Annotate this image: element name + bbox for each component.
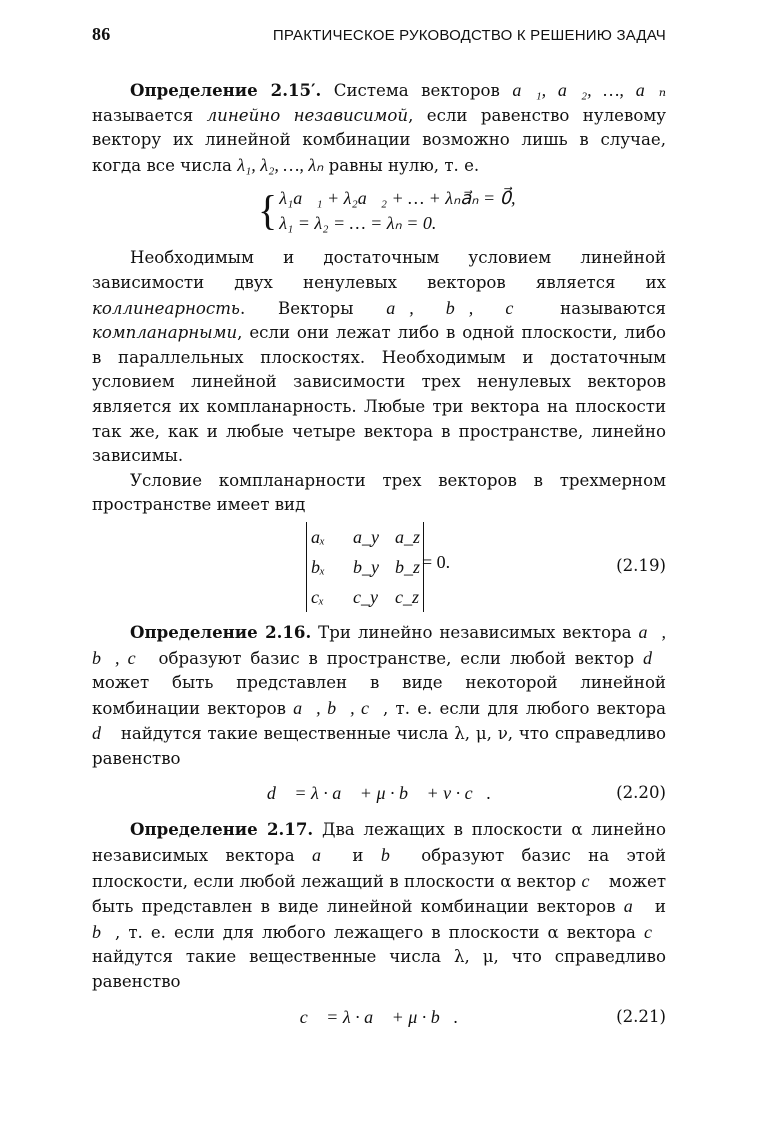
text: Необходимым и достаточным условием линейной зависимости двух ненулевых векторов является их	[92, 248, 666, 292]
page-number: 86	[92, 24, 111, 44]
text: может быть представлен в виде линейной комбинации векторов	[92, 871, 666, 917]
text: , если равенство нулевому вектору их линейной комбинации возможно лишь в случае, когда все числа	[92, 105, 666, 175]
formula: c⃗ = λ · a⃗ + μ · b⃗.	[299, 1006, 459, 1027]
det-cell: bₓ	[311, 556, 326, 577]
definition-label: Определение 2.15′.	[130, 80, 322, 100]
equation-2-20	[92, 781, 666, 811]
math-inline: λ₁, λ₂, …, λₙ	[237, 154, 324, 175]
det-cell: a_y	[353, 526, 379, 547]
math-inline: d⃗	[92, 723, 116, 744]
text: и	[646, 897, 666, 917]
paragraph-collinearity	[92, 246, 666, 468]
math-inline: a⃗, b⃗, c⃗	[293, 697, 384, 718]
math-inline: a⃗	[312, 845, 336, 866]
det-cell: b_y	[353, 556, 379, 577]
definition-label: Определение 2.17.	[130, 819, 314, 840]
equation-number: (2.20)	[616, 783, 666, 803]
definition-2-15	[92, 78, 666, 178]
math-inline: b⃗	[92, 921, 116, 942]
term: компланарными	[92, 323, 238, 343]
math-inline: a⃗	[623, 896, 647, 917]
system-line-2: λ₁ = λ₂ = … = λₙ = 0.	[279, 213, 437, 234]
det-cell: a_z	[395, 526, 421, 547]
text: может быть представлен в виде некоторой линейной комбинации векторов	[92, 673, 666, 718]
determinant-equation	[92, 522, 666, 614]
equation-number: (2.19)	[616, 555, 666, 575]
text: Два лежащих в плоскости α линейно независимых вектора	[92, 820, 666, 866]
text: образуют базис в пространстве, если любой вектор	[149, 648, 643, 668]
text: , т. е. если для любого лежащего в плоскости α вектора	[115, 922, 644, 942]
det-rhs: = 0.	[422, 551, 451, 572]
left-brace: {	[258, 187, 278, 235]
math-inline: a⃗₁, a⃗₂, …, a⃗ₙ	[512, 80, 666, 100]
math-inline: a⃗, b⃗, c⃗	[386, 297, 528, 318]
text: , т. е. если для любого вектора	[383, 698, 666, 718]
det-cell: cₓ	[311, 586, 325, 607]
text: найдутся такие вещественные числа λ, μ, ν, что справедливо равенство	[92, 724, 666, 768]
math-inline: b⃗	[380, 845, 404, 866]
definition-2-16	[92, 620, 666, 772]
definition-2-17	[92, 817, 666, 994]
paragraph-coplanarity: Условие компланарности трех векторов в трехмерном пространстве имеет вид	[92, 470, 666, 515]
formula: d⃗ = λ · a⃗ + μ · b⃗ + ν · c⃗.	[266, 783, 492, 804]
text: найдутся такие вещественные числа λ, μ, что справедливо равенство	[92, 947, 666, 992]
text: называются	[527, 298, 666, 318]
text: Система векторов	[321, 81, 513, 100]
determinant	[306, 522, 424, 612]
math-inline: c⃗	[644, 921, 666, 942]
det-cell: aₓ	[311, 526, 326, 547]
page-body	[92, 78, 666, 1035]
math-inline: c⃗	[581, 870, 604, 891]
equation-number: (2.21)	[616, 1006, 666, 1026]
page-header	[92, 24, 666, 52]
system-line-1: λ₁a⃗₁ + λ₂a⃗₂ + … + λₙa⃗ₙ = 0⃗,	[279, 188, 516, 209]
definition-label: Определение 2.16.	[130, 621, 312, 642]
text: и	[335, 846, 381, 866]
running-title: ПРАКТИЧЕСКОЕ РУКОВОДСТВО К РЕШЕНИЮ ЗАДАЧ	[272, 27, 666, 44]
det-cell: b_z	[395, 556, 421, 577]
term: коллинеарность	[92, 298, 240, 318]
text: . Векторы	[239, 298, 387, 318]
det-cell: c_z	[395, 586, 419, 607]
text: Три линейно независимых вектора	[311, 622, 639, 642]
text: называется	[92, 105, 207, 125]
term: линейно независимой	[206, 105, 409, 125]
math-inline: d⃗	[642, 647, 666, 668]
equation-2-21	[92, 1005, 666, 1035]
text: образуют базис на этой плоскости, если любой лежащий в плоскости α вектор	[92, 846, 666, 891]
math-inline: a⃗, b⃗, c⃗	[92, 621, 666, 668]
text: , если они лежат либо в одной плоскости, либо в параллельных плоскостях. Необходимым и достаточным условием линейной зависимости трех ненулевых векторов является их компланарность. Любые три вектора на плоскости так же, как и любые четыре вектора в пространстве, линейно зависимы.	[92, 323, 666, 466]
text: равны нулю, т. е.	[323, 155, 480, 175]
det-cell: c_y	[353, 586, 378, 607]
equation-system	[258, 186, 666, 236]
